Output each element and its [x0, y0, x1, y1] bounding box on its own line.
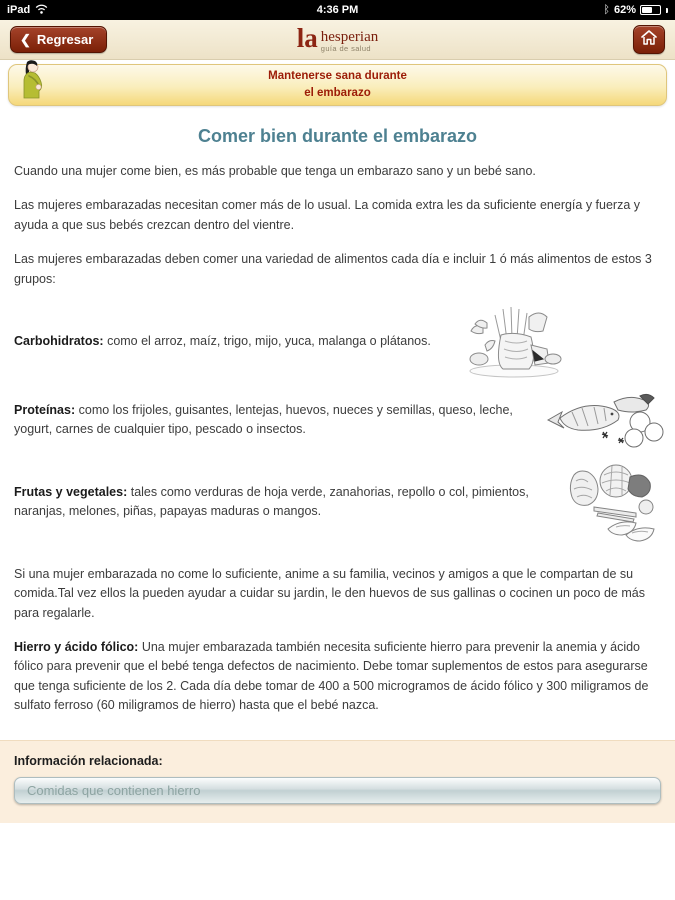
logo-la-mark: la	[296, 22, 318, 53]
wifi-icon	[35, 4, 48, 17]
logo-subtitle: guía de salud	[320, 44, 372, 54]
related-link-foods-with-iron[interactable]: Comidas que contienen hierro	[14, 777, 661, 804]
pregnant-woman-icon	[18, 59, 48, 104]
bluetooth-icon: ᛒ	[603, 4, 610, 16]
home-button[interactable]	[633, 25, 665, 54]
article-content	[0, 126, 675, 716]
proteins-sketch	[544, 388, 666, 453]
status-right	[603, 4, 668, 16]
fruits-vegetables-sketch	[564, 455, 664, 550]
logo-title: hesperian	[320, 28, 379, 45]
food-group-fruits-vegetables	[14, 455, 661, 550]
paragraph-intro: Cuando una mujer come bien, es más probable que tenga un embarazo sano y un bebé sano.	[14, 164, 536, 178]
status-time: 4:36 PM	[316, 4, 359, 16]
paragraph-iron-folic	[14, 638, 661, 716]
fruits-vegetables-description: tales como verduras de hoja verde, zanahorias, repollo o col, pimientos, naranjas, melones, piñas, papayas maduras o mangos.	[14, 485, 529, 519]
carbohydrates-label: Carbohidratos:	[14, 333, 104, 348]
status-left	[7, 4, 48, 17]
iron-folic-text: Una mujer embarazada también necesita suficiente hierro para prevenir la anemia y ácido fólico para prevenir que el bebé tenga defectos de nacimiento. Debe tomar suplementos de estos para asegurarse que tenga suficiente de los 2. Cada día debe tomar de 400 a 500 microgramos de ácido fólico y 300 miligramos de sulfato ferroso (60 miligramos de hierro) hasta que el bebé nazca.	[14, 640, 649, 713]
status-bar	[0, 0, 675, 20]
iron-folic-label: Hierro y ácido fólico:	[14, 640, 139, 654]
related-info-section	[0, 740, 675, 823]
paragraph-food-groups: Las mujeres embarazadas deben comer una variedad de alimentos cada día e incluir 1 ó más alimentos de estos 3 grupos:	[14, 252, 652, 286]
food-group-proteins	[14, 388, 661, 453]
carbohydrates-sketch	[465, 297, 563, 386]
home-icon	[640, 29, 658, 51]
hesperian-logo	[296, 22, 379, 54]
proteins-text	[14, 401, 538, 440]
paragraph-eat-more: Las mujeres embarazadas necesitan comer más de lo usual. La comida extra les da suficiente energía y fuerza y ayuda a que sus bebés crezcan dentro del vientre.	[14, 198, 641, 232]
carbohydrates-text	[14, 332, 451, 351]
device-label: iPad	[7, 4, 31, 16]
battery-icon	[640, 5, 661, 15]
fruits-vegetables-label: Frutas y vegetales:	[14, 485, 128, 499]
banner-title-line2: el embarazo	[304, 86, 371, 99]
battery-percent: 62%	[613, 4, 636, 16]
toolbar	[0, 20, 675, 60]
related-info-heading: Información relacionada:	[14, 753, 163, 768]
proteins-label: Proteínas:	[14, 403, 76, 417]
fruits-vegetables-text	[14, 483, 560, 522]
proteins-description: como los frijoles, guisantes, lentejas, huevos, nueces y semillas, queso, leche, yogurt, carnes de cualquier tipo, pescado o insectos.	[14, 403, 513, 437]
back-button-label: Regresar	[36, 32, 94, 47]
chapter-banner	[8, 64, 667, 106]
banner-title-line1: Mantenerse sana durante	[268, 69, 407, 82]
carbohydrates-description: como el arroz, maíz, trigo, mijo, yuca, malanga o plátanos.	[103, 333, 431, 348]
back-button[interactable]	[10, 26, 107, 53]
paragraph-share-food: Si una mujer embarazada no come lo suficiente, anime a su familia, vecinos y amigos a que le compartan de su comida.Tal vez ellos la pueden ayudar a cuidar su jardin, le den huevos de sus gallinas o cocinen un poco de más para regalarle.	[14, 566, 645, 620]
page-title: Comer bien durante el embarazo	[197, 126, 478, 146]
food-group-carbohydrates	[14, 297, 661, 386]
back-chevron-icon: ❮	[20, 32, 31, 47]
